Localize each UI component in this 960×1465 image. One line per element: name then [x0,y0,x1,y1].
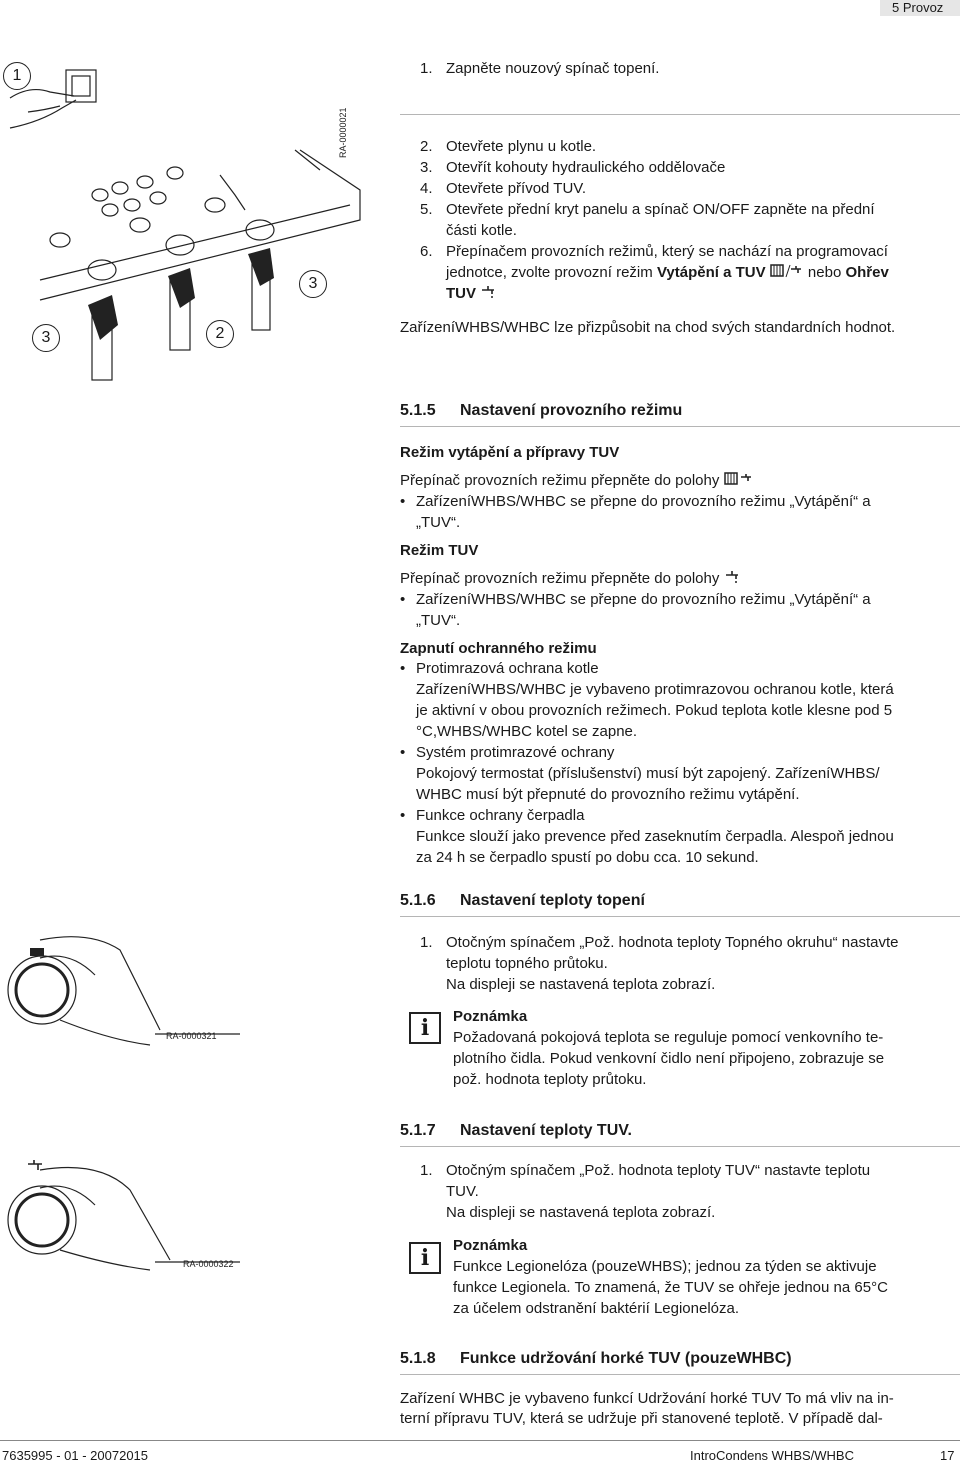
list-item: za 24 h se čerpadlo spustí po dobu cca. 10 sekund. [416,849,759,866]
heating-dhw-icon [770,263,804,279]
para-line: terní přípravu TUV, která se udržuje při stanovené teplotě. V případě dal- [400,1410,883,1427]
heating-dhw-icon [724,471,758,487]
badge-1: 1 [3,62,31,90]
bullet: • ZařízeníWHBS/WHBC se přepne do provozního režimu „Vytápění“ a [416,491,871,512]
note-line: funkce Legionela. To znamená, že TUV se ohřeje jednou na 65°C [453,1279,888,1296]
step-6-cont: jednotce, zvolte provozní režim Vytápění a TUV nebo Ohřev [446,264,889,281]
step-1: 1. Otočným spínačem „Pož. hodnota teploty Topného okruhu“ nastavte [420,934,899,951]
footer-rule [0,1440,960,1441]
list-item: • Funkce ochrany čerpadla [416,805,894,826]
step-5-cont: části kotle. [446,222,517,239]
figure-dhw-knob [0,1150,240,1290]
divider [400,1374,960,1375]
step-1: 1. Otočným spínačem „Pož. hodnota teploty TUV“ nastavte teplotu [420,1162,871,1179]
para: Přepínač provozních režimu přepněte do polohy [400,568,744,589]
section-5-1-8-heading: 5.1.8 Funkce udržování horké TUV (pouzeWHBC) [400,1350,792,1367]
para: Přepínač provozních režimu přepněte do polohy [400,470,758,491]
badge-2: 2 [206,320,234,348]
section-5-1-7-heading: 5.1.7 Nastavení teploty TUV. [400,1122,632,1139]
tap-icon [480,284,500,300]
list-item: Pokojový termostat (příslušenství) musí být zapojený. ZařízeníWHBS/ [416,765,880,782]
figure-ra-code: RA-0000321 [166,1031,217,1041]
chapter-tab: 5 Provoz [880,0,960,16]
step-cont: Na displeji se nastavená teplota zobrazí. [446,1204,716,1221]
step-6: 6. Přepínačem provozních režimů, který se nachází na programovací [420,243,888,260]
list-item: • Systém protimrazové ochrany [416,742,894,763]
figure-ra-code: RA-0000322 [183,1259,234,1269]
step-cont: teplotu topného průtoku. [446,955,608,972]
section-5-1-5-heading: 5.1.5 Nastavení provozního režimu [400,402,683,419]
info-icon: i [409,1242,441,1274]
doc-number: 7635995 - 01 - 20072015 [2,1448,149,1463]
section-5-1-6-heading: 5.1.6 Nastavení teploty topení [400,892,645,909]
step-2: 2. Otevřete plynu u kotle. [420,138,597,155]
list-item: °C,WHBS/WHBC kotel se zapne. [416,723,638,740]
step-5: 5. Otevřete přední kryt panelu a spínač ON/OFF zapněte na přední [420,201,875,218]
page-number: 17 [940,1448,955,1463]
note-line: Požadovaná pokojová teplota se reguluje pomocí venkovního te- [453,1029,884,1046]
note-line: Funkce Legionelóza (pouzeWHBS); jednou za týden se aktivuje [453,1258,877,1275]
switch-box [66,70,96,102]
bullet-cont: „TUV“. [416,612,461,629]
step-cont: Na displeji se nastavená teplota zobrazí. [446,976,716,993]
note-line: plotního čidla. Pokud venkovní čidlo není připojeno, zobrazuje se [453,1050,885,1067]
subheading-protection: Zapnutí ochranného režimu [400,640,597,657]
figure-ra-code: RA-0000021 [338,107,348,158]
adapt-note: ZařízeníWHBS/WHBC lze přizpůsobit na chod svých standardních hodnot. [400,319,896,336]
list-item: ZařízeníWHBS/WHBC je vybaveno protimrazovou ochranou kotle, která [416,681,894,698]
step-4: 4. Otevřete přívod TUV. [420,180,587,197]
step-1: 1. Zapněte nouzový spínač topení. [420,60,660,77]
bullet-cont: „TUV“. [416,514,461,531]
divider [400,426,960,427]
step-6-cont2: TUV [446,283,500,304]
step-cont: TUV. [446,1183,479,1200]
step-3: 3. Otevřít kohouty hydraulického oddělovače [420,159,726,176]
list-item: Funkce slouží jako prevence před zaseknutím čerpadla. Alespoň jednou [416,828,894,845]
bullet: • ZařízeníWHBS/WHBC se přepne do provozního režimu „Vytápění“ a [416,589,871,610]
note-line: za účelem odstranění baktérií Legionelóza. [453,1300,740,1317]
list-item: WHBC musí být přepnuté do provozního režimu vytápění. [416,786,800,803]
note-heading: Poznámka [453,1008,528,1025]
list-item: • Protimrazová ochrana kotle [416,658,894,679]
divider [400,114,960,115]
subheading-dhw: Režim TUV [400,542,479,559]
info-icon: i [409,1012,441,1044]
product-name: IntroCondens WHBS/WHBC [690,1448,854,1463]
divider [400,1146,960,1147]
protection-list [416,658,894,868]
note-line: pož. hodnota teploty průtoku. [453,1071,647,1088]
note-heading: Poznámka [453,1237,528,1254]
badge-3-left: 3 [32,324,60,352]
subheading-heating-dhw: Režim vytápění a přípravy TUV [400,444,620,461]
para-line: Zařízení WHBC je vybaveno funkcí Udržování horké TUV To má vliv na in- [400,1390,894,1407]
tap-icon [724,569,744,585]
list-item: je aktivní v obou provozních režimech. Pokud teplota kotle klesne pod 5 [416,702,893,719]
divider [400,916,960,917]
badge-3-right: 3 [299,270,327,298]
